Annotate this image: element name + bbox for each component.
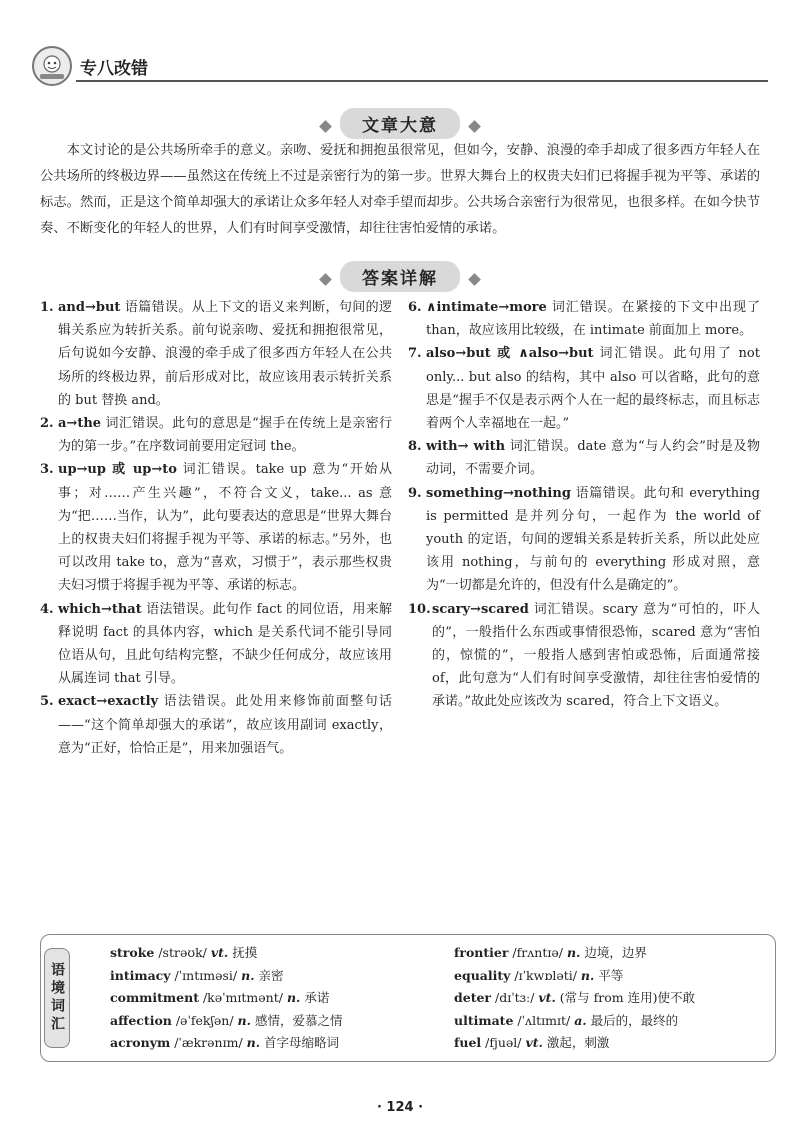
answer-item: 7. also→but 或 ∧also→but 词汇错误。此句用了 not only... but also 的结构，其中 also 可以省略，此句的意思是“握手不仅是表示两个人在一起的最终标志，而且标志着两个人幸福地在一起。” <box>408 346 760 432</box>
vocab-label: 语境词汇 <box>44 948 70 1048</box>
answer-item: 5. exact→exactly 语法错误。此处用来修饰前面整句话——“这个简单却强大的承诺”，故应该用副词 exactly，意为“正好，恰恰正是”，用来加强语气。 <box>40 694 392 756</box>
answers-right-column <box>408 296 760 714</box>
answer-item: 9. something→nothing 语篇错误。此句和 everything is permitted 是并列分句，一起作为 the world of youth 的定语，句间的逻辑关系是转折关系，所以此处应该用 nothing，与前句的 everything 形成对照，意为“一切都是允许的，但没有什么是确定的”。 <box>408 485 760 594</box>
vocab-entry: ultimate /ˈʌltɪmɪt/ a. 最后的，最终的 <box>454 1012 679 1028</box>
vocab-entry: affection /əˈfekʃən/ n. 感情，爱慕之情 <box>110 1012 343 1028</box>
answer-item: 3. up→up 或 up→to 词汇错误。take up 意为“开始从事；对……产生兴趣”，不符合文义，take... as 意为“把……当作，认为”，此句要表达的意思是“世界大舞台上的权贵夫妇们将握手视为平等、承诺的标志。”另外，也可以改用 take to，意为“喜欢，习惯于”，表示那些权贵夫妇习惯于将握手视为平等、承诺的标志。 <box>40 462 392 594</box>
answer-item: 6. ∧intimate→more 词汇错误。在紧接的下文中出现了 than，故应该用比较级，在 intimate 前面加上 more。 <box>408 300 760 339</box>
logo-icon <box>32 46 72 86</box>
vocab-entry: commitment /kəˈmɪtmənt/ n. 承诺 <box>110 990 330 1005</box>
answer-item: 10. scary→scared 词汇错误。scary 意为“可怕的，吓人的”，一般指什么东西或事情很恐怖，scared 意为“害怕的，惊慌的”，一般指人感到害怕或恐怖，后面通常接 of，此句意为“人们有时间享受激情，却往往害怕爱情的承诺。”故此处应该改为 scared，符合上下文语义。 <box>408 601 760 710</box>
answer-item: 2. a→the 词汇错误。此句的意思是“握手在传统上是亲密行为的第一步。”在序数词前要用定冠词 the。 <box>40 416 392 455</box>
answers-left-column <box>40 296 392 760</box>
vocab-entry: frontier /frʌntɪə/ n. 边境，边界 <box>454 945 647 960</box>
header-title: 专八改错 <box>80 59 148 79</box>
page-number: · 124 · <box>376 1100 424 1115</box>
vocab-entry: stroke /strəʊk/ vt. 抚摸 <box>110 945 258 960</box>
vocab-entry: intimacy /ˈɪntɪməsi/ n. 亲密 <box>110 967 284 983</box>
page-header <box>32 46 768 86</box>
diamond-icon <box>319 120 332 133</box>
diamond-icon <box>319 273 332 286</box>
header-divider <box>76 80 768 82</box>
answers-heading: 答案详解 <box>0 261 800 292</box>
vocab-entry: deter /dɪˈtɜː/ vt. (常与 from 连用)使不敢 <box>454 990 695 1005</box>
vocab-entry: acronym /ˈækrənɪm/ n. 首字母缩略词 <box>110 1035 340 1050</box>
vocab-right-column <box>454 942 774 1055</box>
diamond-icon <box>468 120 481 133</box>
vocab-entry: equality /ɪˈkwɒləti/ n. 平等 <box>454 967 624 983</box>
answer-item: 4. which→that 语法错误。此句作 fact 的同位语，用来解释说明 fact 的具体内容，which 是关系代词不能引导同位语从句，且此句结构完整，不缺少任何成分，故应该用从属连词 that 引导。 <box>40 601 392 687</box>
vocab-left-column <box>110 942 440 1055</box>
summary-text: 本文讨论的是公共场所牵手的意义。亲吻、爱抚和拥抱虽很常见，但如今，安静、浪漫的牵手却成了很多西方年轻人在公共场所的终极边界——虽然这在传统上不过是亲密行为的第一步。世界大舞台上的权贵夫妇们已将握手视为平等、承诺的标志。然而，正是这个简单却强大的承诺让众多年轻人对牵手望而却步。公共场合亲密行为很常见，也很多样。在如今快节奏、不断变化的年轻人的世界，人们有时间享受激情，却往往害怕爱情的承诺。 <box>40 143 760 236</box>
vocab-entry: fuel /fjuəl/ vt. 激起，刺激 <box>454 1035 610 1050</box>
answer-item: 1. and→but 语篇错误。从上下文的语义来判断，句间的逻辑关系应为转折关系。前句说亲吻、爱抚和拥抱很常见，后句说如今安静、浪漫的牵手成了很多西方年轻人在公共场所的终极边界，前后形成对比，故应该用表示转折关系的 but 替换 and。 <box>40 300 392 408</box>
summary-heading: 文章大意 <box>0 108 800 139</box>
answer-item: 8. with→ with 词汇错误。date 意为“与人约会”时是及物动词，不需要介词。 <box>408 439 760 478</box>
diamond-icon <box>468 273 481 286</box>
